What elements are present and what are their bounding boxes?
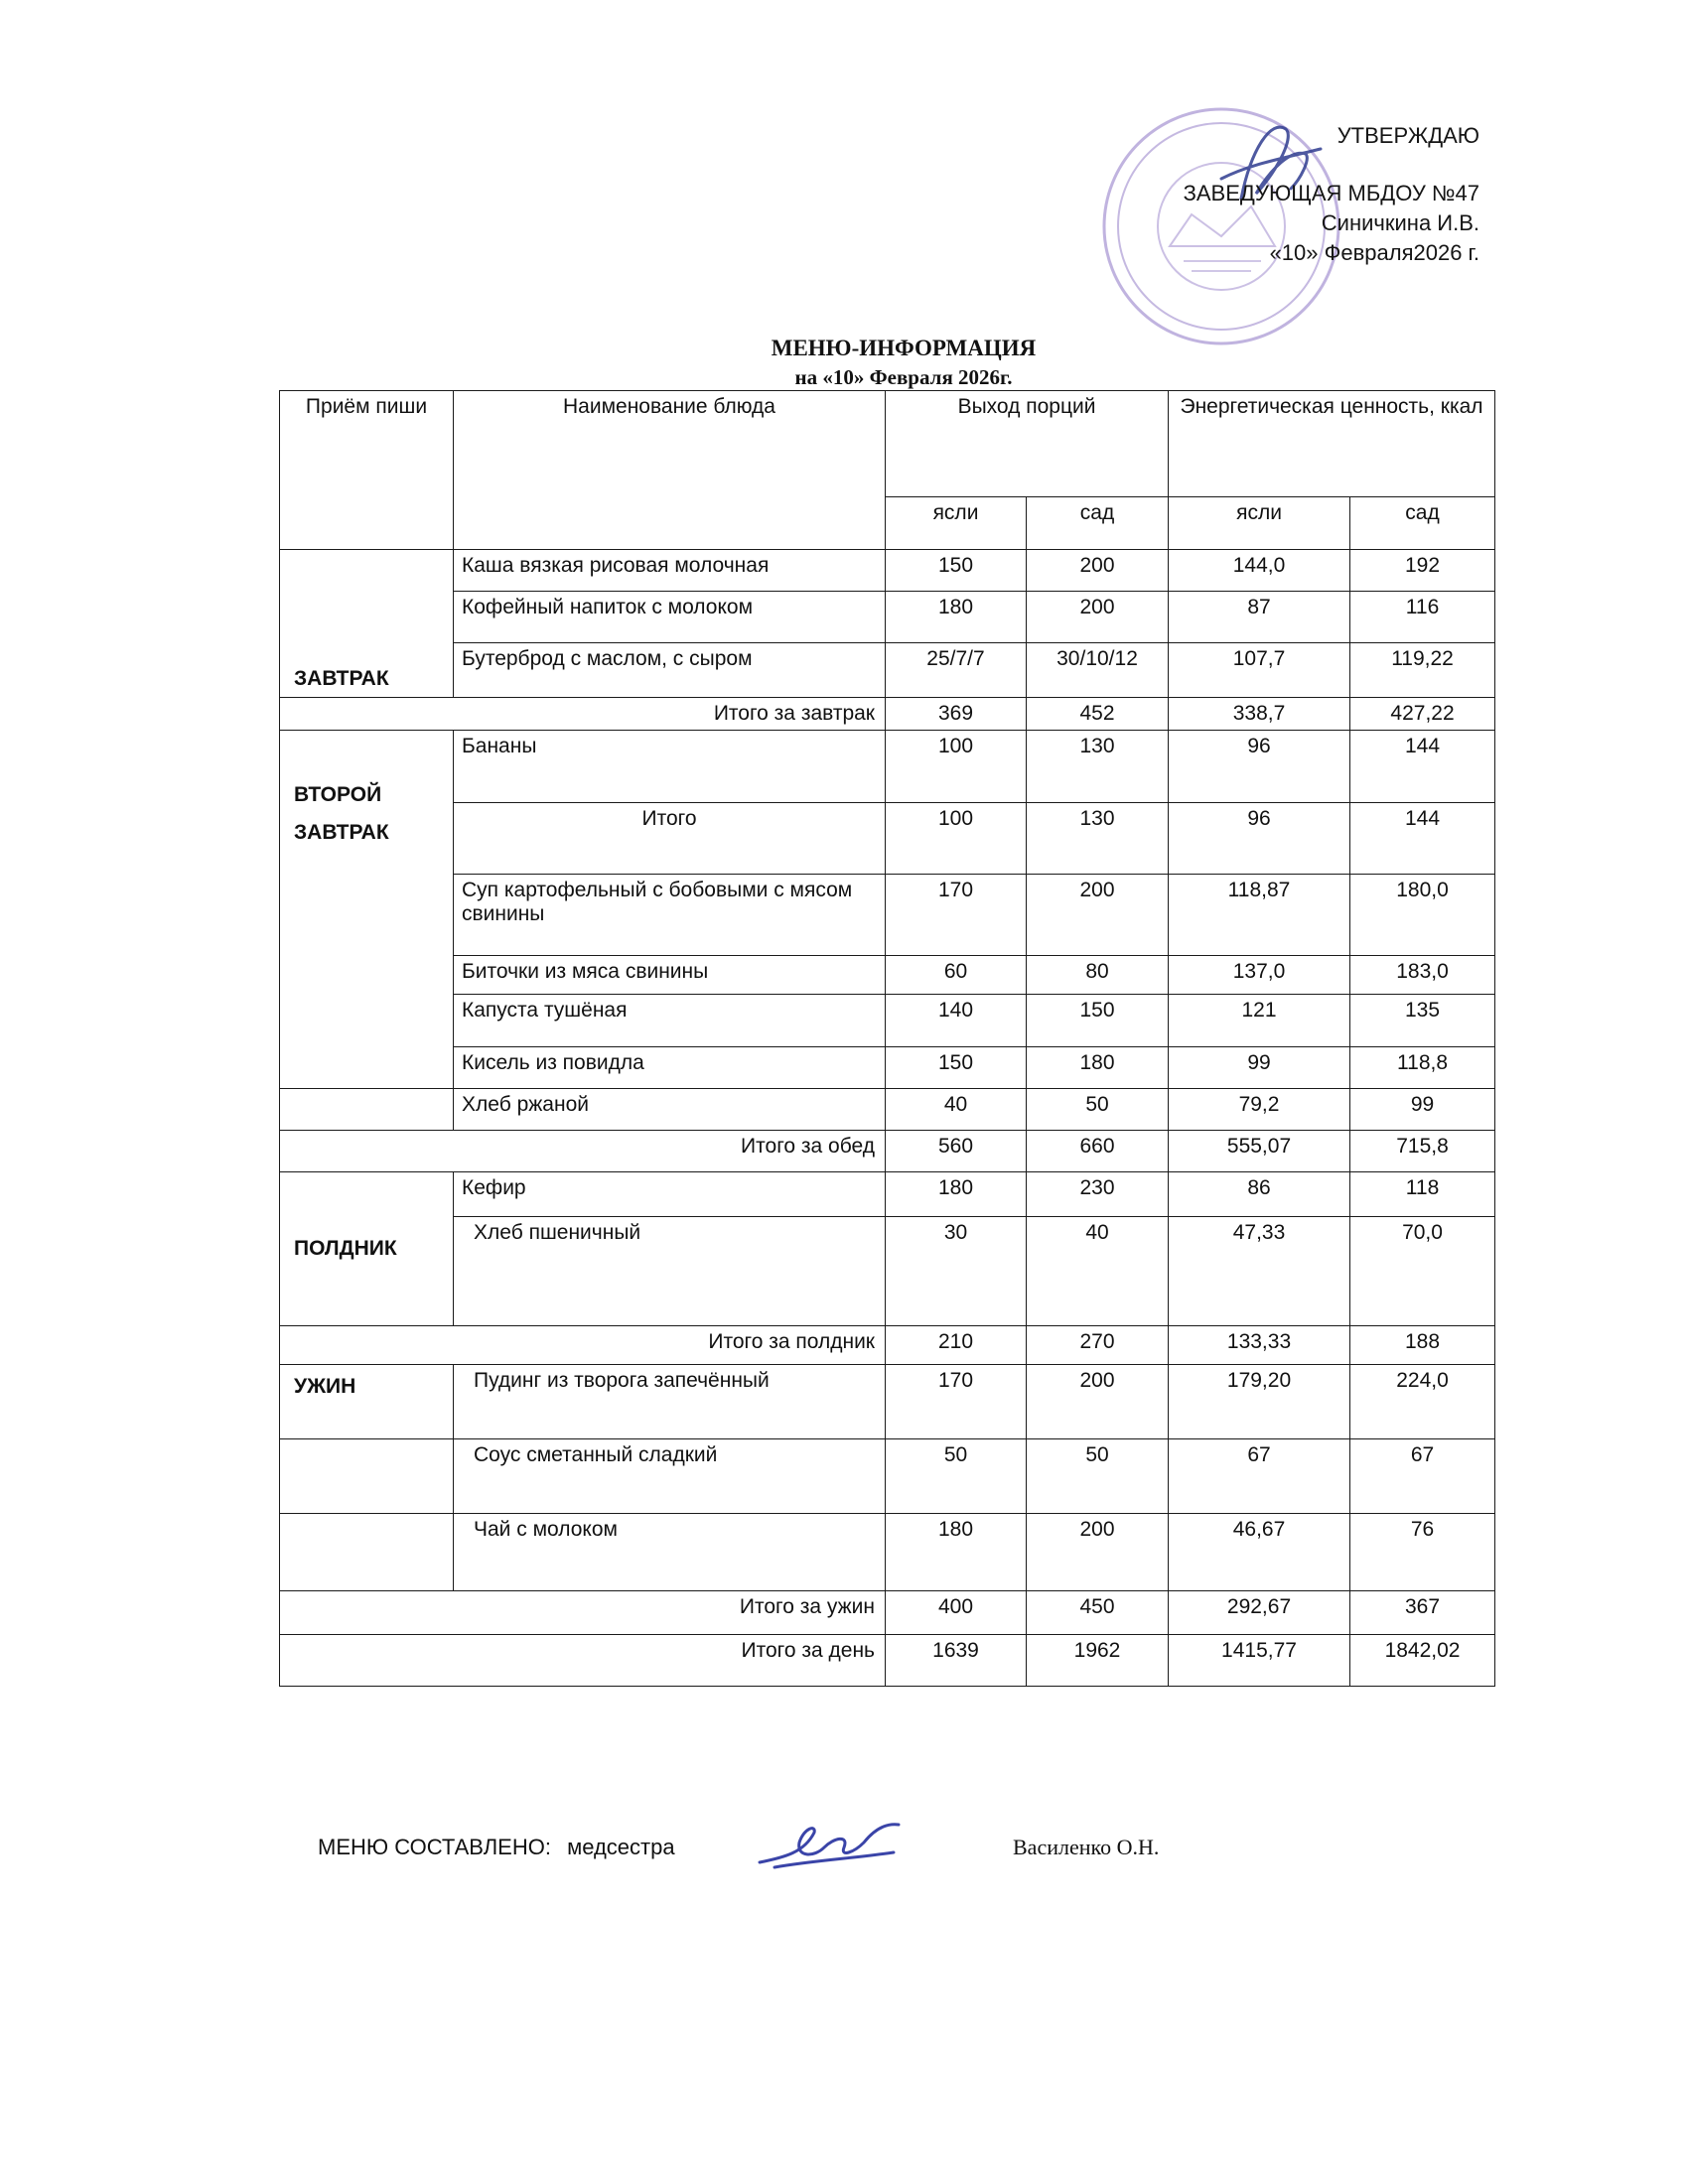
value-cell: 560: [886, 1131, 1027, 1172]
value-cell: 1842,02: [1350, 1635, 1495, 1687]
dish-cell: Чай с молоком: [454, 1514, 886, 1591]
value-cell: 118,8: [1350, 1047, 1495, 1089]
footer-name: Василенко О.Н.: [1013, 1835, 1160, 1859]
header-energy-garden: сад: [1350, 497, 1495, 550]
value-cell: 170: [886, 875, 1027, 956]
value-cell: 86: [1169, 1172, 1350, 1217]
value-cell: 96: [1169, 731, 1350, 803]
total-label: Итого за завтрак: [280, 698, 886, 731]
meal-empty-cell: [280, 1089, 454, 1131]
value-cell: 180: [886, 1514, 1027, 1591]
value-cell: 1415,77: [1169, 1635, 1350, 1687]
dish-cell: Кисель из повидла: [454, 1047, 886, 1089]
value-cell: 183,0: [1350, 956, 1495, 995]
total-row: [280, 1131, 1495, 1172]
table-row: [280, 643, 1495, 698]
value-cell: 338,7: [1169, 698, 1350, 731]
table-row: [280, 731, 1495, 803]
value-cell: 50: [1027, 1089, 1169, 1131]
day-total-row: [280, 1635, 1495, 1687]
meal-second-breakfast-line2: ЗАВТРАК: [294, 821, 389, 844]
total-label: Итого за день: [280, 1635, 886, 1687]
table-row: [280, 995, 1495, 1047]
value-cell: 144: [1350, 731, 1495, 803]
value-cell: 200: [1027, 875, 1169, 956]
value-cell: 180,0: [1350, 875, 1495, 956]
dish-cell: Каша вязкая рисовая молочная: [454, 550, 886, 592]
total-row: [280, 1326, 1495, 1365]
value-cell: 144: [1350, 803, 1495, 875]
value-cell: 119,22: [1350, 643, 1495, 698]
value-cell: 99: [1350, 1089, 1495, 1131]
table-row: [280, 592, 1495, 643]
value-cell: 224,0: [1350, 1365, 1495, 1439]
meal-breakfast: ЗАВТРАК: [280, 550, 454, 698]
table-row: [280, 875, 1495, 956]
value-cell: 180: [886, 1172, 1027, 1217]
meal-dinner: УЖИН: [280, 1365, 454, 1439]
value-cell: 200: [1027, 592, 1169, 643]
meal-snack: ПОЛДНИК: [280, 1172, 454, 1326]
total-row: [280, 1591, 1495, 1635]
value-cell: 67: [1350, 1439, 1495, 1514]
value-cell: 144,0: [1169, 550, 1350, 592]
footer: [318, 1835, 1160, 1860]
meal-empty-cell: [280, 1514, 454, 1591]
table-row: [280, 1439, 1495, 1514]
menu-table: [279, 390, 1495, 1687]
value-cell: 369: [886, 698, 1027, 731]
value-cell: 76: [1350, 1514, 1495, 1591]
value-cell: 46,67: [1169, 1514, 1350, 1591]
value-cell: 80: [1027, 956, 1169, 995]
value-cell: 30/10/12: [1027, 643, 1169, 698]
value-cell: 179,20: [1169, 1365, 1350, 1439]
total-row: [280, 698, 1495, 731]
value-cell: 180: [1027, 1047, 1169, 1089]
value-cell: 121: [1169, 995, 1350, 1047]
approval-block: [1162, 121, 1479, 268]
header-energy-nursery: ясли: [1169, 497, 1350, 550]
value-cell: 100: [886, 731, 1027, 803]
value-cell: 367: [1350, 1591, 1495, 1635]
table-header-row: [280, 391, 1495, 497]
value-cell: 30: [886, 1217, 1027, 1326]
value-cell: 1962: [1027, 1635, 1169, 1687]
table-row: [280, 1514, 1495, 1591]
value-cell: 188: [1350, 1326, 1495, 1365]
value-cell: 715,8: [1350, 1131, 1495, 1172]
value-cell: 452: [1027, 698, 1169, 731]
dish-cell: Итого: [454, 803, 886, 875]
value-cell: 150: [886, 1047, 1027, 1089]
meal-empty-cell: [280, 1439, 454, 1514]
value-cell: 450: [1027, 1591, 1169, 1635]
footer-label: МЕНЮ СОСТАВЛЕНО:: [318, 1835, 551, 1859]
header-portion: Выход порций: [886, 391, 1169, 497]
table-row: [280, 956, 1495, 995]
dish-cell: Соус сметанный сладкий: [454, 1439, 886, 1514]
meal-second-breakfast: [280, 731, 454, 1089]
value-cell: 60: [886, 956, 1027, 995]
value-cell: 427,22: [1350, 698, 1495, 731]
table-row: [280, 550, 1495, 592]
value-cell: 135: [1350, 995, 1495, 1047]
value-cell: 47,33: [1169, 1217, 1350, 1326]
value-cell: 118,87: [1169, 875, 1350, 956]
dish-cell: Хлеб ржаной: [454, 1089, 886, 1131]
value-cell: 200: [1027, 1365, 1169, 1439]
value-cell: 87: [1169, 592, 1350, 643]
value-cell: 140: [886, 995, 1027, 1047]
dish-cell: Капуста тушёная: [454, 995, 886, 1047]
value-cell: 50: [886, 1439, 1027, 1514]
value-cell: 130: [1027, 803, 1169, 875]
value-cell: 70,0: [1350, 1217, 1495, 1326]
value-cell: 107,7: [1169, 643, 1350, 698]
approval-title: УТВЕРЖДАЮ: [1336, 123, 1479, 148]
value-cell: 400: [886, 1591, 1027, 1635]
value-cell: 116: [1350, 592, 1495, 643]
value-cell: 555,07: [1169, 1131, 1350, 1172]
value-cell: 150: [886, 550, 1027, 592]
dish-cell: Бананы: [454, 731, 886, 803]
value-cell: 200: [1027, 550, 1169, 592]
value-cell: 180: [886, 592, 1027, 643]
total-label: Итого за ужин: [280, 1591, 886, 1635]
dish-cell: Пудинг из творога запечённый: [454, 1365, 886, 1439]
dish-cell: Бутерброд с маслом, с сыром: [454, 643, 886, 698]
value-cell: 200: [1027, 1514, 1169, 1591]
value-cell: 100: [886, 803, 1027, 875]
value-cell: 67: [1169, 1439, 1350, 1514]
dish-cell: Кефир: [454, 1172, 886, 1217]
header-portion-garden: сад: [1027, 497, 1169, 550]
table-row: [280, 1089, 1495, 1131]
header-energy: Энергетическая ценность, ккал: [1169, 391, 1495, 497]
header-meal: Приём пиши: [280, 391, 454, 550]
table-row: [280, 1172, 1495, 1217]
table-row: [280, 1047, 1495, 1089]
page-subtitle: на «10» Февраля 2026г.: [794, 365, 1013, 389]
approval-position: ЗАВЕДУЮЩАЯ МБДОУ №47: [1183, 181, 1479, 205]
value-cell: 50: [1027, 1439, 1169, 1514]
value-cell: 230: [1027, 1172, 1169, 1217]
value-cell: 40: [1027, 1217, 1169, 1326]
dish-cell: Суп картофельный с бобовыми с мясом свинины: [454, 875, 886, 956]
table-row: [280, 803, 1495, 875]
dish-cell: Биточки из мяса свинины: [454, 956, 886, 995]
header-dish: Наименование блюда: [454, 391, 886, 550]
value-cell: 133,33: [1169, 1326, 1350, 1365]
header-portion-nursery: ясли: [886, 497, 1027, 550]
value-cell: 192: [1350, 550, 1495, 592]
value-cell: 130: [1027, 731, 1169, 803]
nurse-signature-icon: [755, 1813, 904, 1882]
value-cell: 25/7/7: [886, 643, 1027, 698]
table-row: [280, 1217, 1495, 1326]
value-cell: 170: [886, 1365, 1027, 1439]
value-cell: 79,2: [1169, 1089, 1350, 1131]
approval-name: Синичкина И.В.: [1321, 210, 1479, 235]
table-row: [280, 1365, 1495, 1439]
value-cell: 150: [1027, 995, 1169, 1047]
approval-date: «10» Февраля2026 г.: [1269, 240, 1479, 265]
value-cell: 210: [886, 1326, 1027, 1365]
dish-cell: Хлеб пшеничный: [454, 1217, 886, 1326]
value-cell: 292,67: [1169, 1591, 1350, 1635]
total-label: Итого за обед: [280, 1131, 886, 1172]
value-cell: 137,0: [1169, 956, 1350, 995]
page-title: МЕНЮ-ИНФОРМАЦИЯ: [771, 336, 1037, 360]
value-cell: 660: [1027, 1131, 1169, 1172]
footer-role: медсестра: [567, 1835, 675, 1859]
value-cell: 99: [1169, 1047, 1350, 1089]
total-label: Итого за полдник: [280, 1326, 886, 1365]
meal-second-breakfast-line1: ВТОРОЙ: [294, 783, 382, 806]
value-cell: 96: [1169, 803, 1350, 875]
value-cell: 40: [886, 1089, 1027, 1131]
value-cell: 270: [1027, 1326, 1169, 1365]
value-cell: 1639: [886, 1635, 1027, 1687]
value-cell: 118: [1350, 1172, 1495, 1217]
dish-cell: Кофейный напиток с молоком: [454, 592, 886, 643]
